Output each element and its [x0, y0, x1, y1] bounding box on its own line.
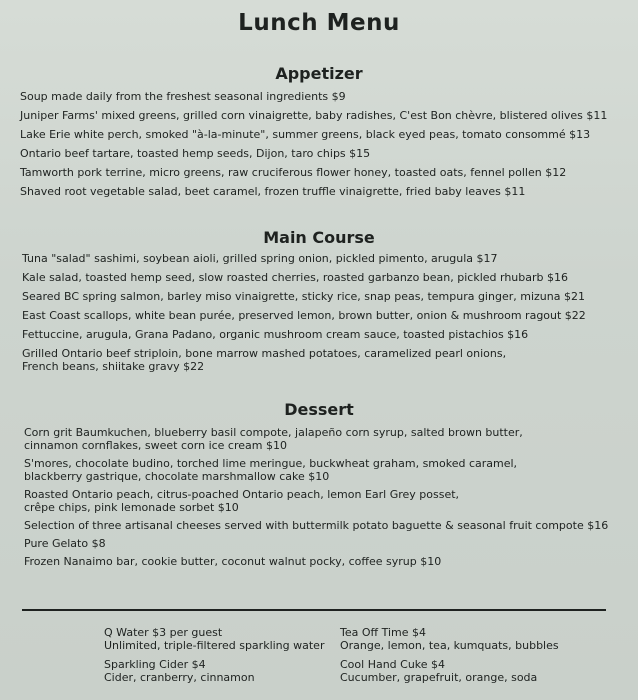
- drink-name: Sparkling Cider $4: [104, 658, 206, 671]
- drink-cool-hand-cuke: [340, 658, 537, 684]
- main-course-heading: Main Course: [263, 228, 375, 247]
- dessert-heading: Dessert: [284, 400, 354, 419]
- drink-name: Tea Off Time $4: [340, 626, 427, 639]
- drink-name: Cool Hand Cuke $4: [340, 658, 446, 671]
- drink-q-water: [104, 626, 324, 652]
- menu-item: S'mores, chocolate budino, torched lime meringue, buckwheat graham, smoked caramel, blackberry gastrique, chocolate marshmallow cake $10: [24, 457, 518, 483]
- dessert-list: [24, 426, 624, 573]
- menu-item: Tamworth pork terrine, micro greens, raw cruciferous flower honey, toasted oats, fennel pollen $12: [20, 166, 567, 179]
- menu-item: Shaved root vegetable salad, beet caramel, frozen truffle vinaigrette, fried baby leaves $11: [20, 185, 526, 198]
- menu-item: Kale salad, toasted hemp seed, slow roasted cherries, roasted garbanzo bean, pickled rhubarb $16: [22, 271, 569, 284]
- drink-sparkling-cider: [104, 658, 255, 684]
- menu-item: Lake Erie white perch, smoked "à-la-minute", summer greens, black eyed peas, tomato consommé $13: [20, 128, 591, 141]
- menu-item: Selection of three artisanal cheeses served with buttermilk potato baguette & seasonal fruit compote $16: [24, 519, 609, 532]
- menu-item: Seared BC spring salmon, barley miso vinaigrette, sticky rice, snap peas, tempura ginger, mizuna $21: [22, 290, 585, 303]
- menu-item: Pure Gelato $8: [24, 537, 106, 550]
- menu-item: Ontario beef tartare, toasted hemp seeds, Dijon, taro chips $15: [20, 147, 371, 160]
- menu-item: Roasted Ontario peach, citrus-poached Ontario peach, lemon Earl Grey posset, crêpe chips, pink lemonade sorbet $10: [24, 488, 460, 514]
- drink-description: Unlimited, triple-filtered sparkling water: [104, 639, 325, 652]
- drink-description: Orange, lemon, tea, kumquats, bubbles: [340, 639, 559, 652]
- menu-item: Grilled Ontario beef striploin, bone marrow mashed potatoes, caramelized pearl onions, French beans, shiitake gravy $22: [22, 347, 507, 373]
- appetizer-list: [20, 90, 630, 204]
- drink-description: Cucumber, grapefruit, orange, soda: [340, 671, 538, 684]
- menu-item: Tuna "salad" sashimi, soybean aioli, grilled spring onion, pickled pimento, arugula $17: [22, 252, 498, 265]
- menu-item: East Coast scallops, white bean purée, preserved lemon, brown butter, onion & mushroom ragout $22: [22, 309, 586, 322]
- drink-tea-off-time: [340, 626, 559, 652]
- appetizer-heading: Appetizer: [275, 64, 363, 83]
- drink-description: Cider, cranberry, cinnamon: [104, 671, 255, 684]
- menu-item: Corn grit Baumkuchen, blueberry basil compote, jalapeño corn syrup, salted brown butter, cinnamon cornflakes, sweet corn ice cream $10: [24, 426, 523, 452]
- menu-item: Fettuccine, arugula, Grana Padano, organic mushroom cream sauce, toasted pistachios $16: [22, 328, 529, 341]
- menu-item: Soup made daily from the freshest seasonal ingredients $9: [20, 90, 346, 103]
- menu-item: Frozen Nanaimo bar, cookie butter, coconut walnut pocky, coffee syrup $10: [24, 555, 442, 568]
- menu-item: Juniper Farms' mixed greens, grilled corn vinaigrette, baby radishes, C'est Bon chèvre, blistered olives $11: [20, 109, 608, 122]
- main-course-list: [22, 252, 622, 379]
- drinks-divider: [22, 609, 606, 611]
- drink-name: Q Water $3 per guest: [104, 626, 223, 639]
- menu-title: Lunch Menu: [238, 10, 400, 36]
